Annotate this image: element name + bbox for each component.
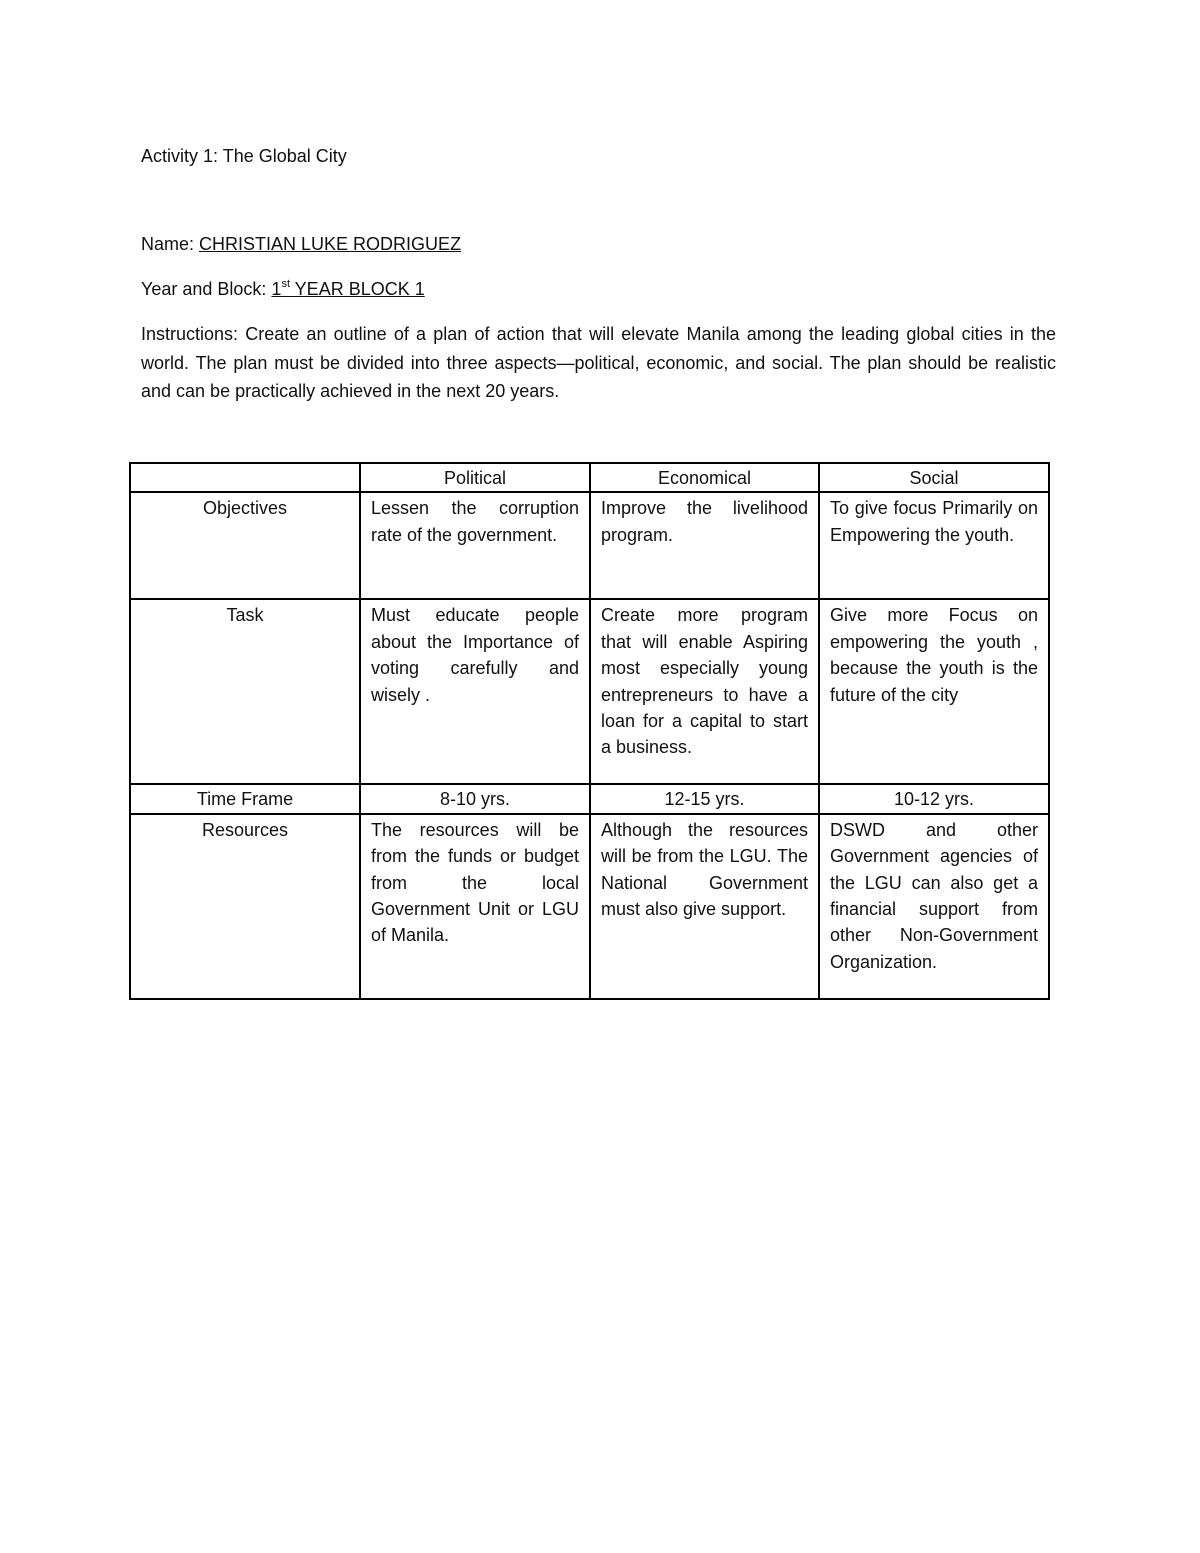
task-social-cell: Give more Focus on empowering the youth , because the youth is the future of the city xyxy=(819,599,1049,784)
task-economical-cell: Create more program that will enable Aspiring most especially young entrepreneurs to have a loan for a capital to start a business. xyxy=(590,599,819,784)
row-label-resources: Resources xyxy=(130,814,360,999)
resources-social-cell: DSWD and other Government agencies of the LGU can also get a financial support from other Non-Government Organization. xyxy=(819,814,1049,999)
objectives-economical-cell: Improve the livelihood program. xyxy=(590,492,819,599)
activity-title: Activity 1: The Global City xyxy=(141,146,347,166)
objectives-social-cell: To give focus Primarily on Empowering the youth. xyxy=(819,492,1049,599)
row-label-time-frame: Time Frame xyxy=(130,784,360,813)
resources-economical-cell: Although the resources will be from the LGU. The National Government must also give support. xyxy=(590,814,819,999)
year-block-text: YEAR BLOCK 1 xyxy=(290,279,425,299)
time-frame-political-cell: 8-10 yrs. xyxy=(360,784,590,813)
table-row-task xyxy=(130,599,1049,784)
header-economical: Economical xyxy=(590,463,819,492)
year-block-line xyxy=(141,278,425,300)
time-frame-social-cell: 10-12 yrs. xyxy=(819,784,1049,813)
table-row-time-frame xyxy=(130,784,1049,813)
row-label-objectives: Objectives xyxy=(130,492,360,599)
action-plan-table xyxy=(129,462,1050,1000)
name-line xyxy=(141,233,461,255)
table-row-resources xyxy=(130,814,1049,999)
header-social: Social xyxy=(819,463,1049,492)
year-value xyxy=(271,279,424,299)
table-header-row xyxy=(130,463,1049,492)
name-value: CHRISTIAN LUKE RODRIGUEZ xyxy=(199,234,462,254)
year-label: Year and Block: xyxy=(141,279,272,299)
year-ordinal-suffix: st xyxy=(281,278,290,290)
resources-political-cell: The resources will be from the funds or budget from the local Government Unit or LGU of Manila. xyxy=(360,814,590,999)
instructions-paragraph: Instructions: Create an outline of a plan of action that will elevate Manila among the leading global cities in the world. The plan must be divided into three aspects—political, economic, and social. The plan should be realistic and can be practically achieved in the next 20 years. xyxy=(141,324,1056,401)
time-frame-economical-cell: 12-15 yrs. xyxy=(590,784,819,813)
row-label-task: Task xyxy=(130,599,360,784)
task-political-cell: Must educate people about the Importance of voting carefully and wisely . xyxy=(360,599,590,784)
year-number: 1 xyxy=(271,279,282,299)
objectives-political-cell: Lessen the corruption rate of the government. xyxy=(360,492,590,599)
table-row-objectives xyxy=(130,492,1049,599)
header-political: Political xyxy=(360,463,590,492)
header-corner-cell xyxy=(130,463,360,492)
name-label: Name: xyxy=(141,234,200,254)
